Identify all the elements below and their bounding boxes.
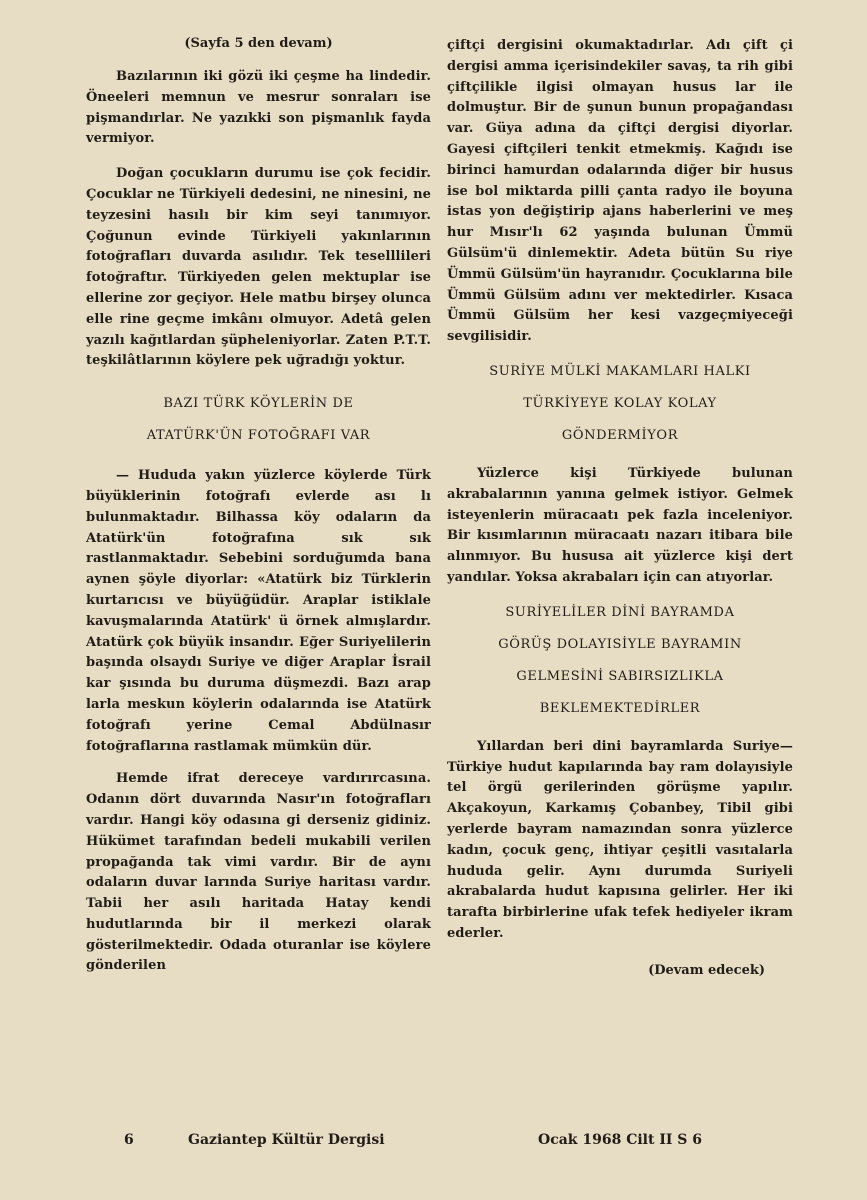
- heading-line: ATATÜRK'ÜN FOTOĞRAFI VAR: [146, 428, 371, 444]
- heading-line: SURİYE MÜLKİ MAKAMLARI HALKI: [489, 363, 751, 379]
- paragraph: çiftçi dergisini okumaktadırlar. Adı çift çi dergisi amma içerisindekiler savaş, ta rih gibi çiftçilikle ilgisi olmayan husus lar ile dolmuştur. Bir de şunun bunun propağandası var. Güya adına da çiftçi dergisi diyorlar. Gayesi çiftçileri tenkit etmekmiş. Kağıdı ise birinci hamurdan odalarında diğer bir husus ise bol miktarda pilli çanta radyo ile boyuna istas yon değiştirip ajans haberlerini ve meş hur Mısır'lı 62 yaşında bulunan Ümmü Gülsüm'ü dinlemektir. Adeta bütün Su riye Ümmü Gülsüm'ün hayranıdır. Çocuklarına bile Ümmü Gülsüm adını ver mektedirler. Kısaca Ümmü Gülsüm her kesi vazgeçmiyeceği sevgilisidir.: [447, 38, 793, 345]
- paragraph: Bazılarının iki gözü iki çeşme ha lindedir. Öneeleri memnun ve mesrur sonraları ise pişmandırlar. Ne yazıkki son pişmanlık fayda vermiyor.: [86, 69, 431, 147]
- paragraph: — Hududa yakın yüzlerce köylerde Türk büyüklerinin fotoğrafı evlerde ası lı bulunmaktadır. Bilhassa köy odaların da Atatürk'ün fotoğrafına sık sık rastlanmaktadır. Sebebini sorduğumda bana aynen şöyle diyorlar: «Atatürk biz Türklerin kurtarıcısı ve büyüğüdür. Araplar istiklale kavuşmalarında Atatürk' ü örnek almışlardır. Atatürk çok büyük insandır. Eğer Suriyelilerin başında olsaydı Suriye ve diğer Araplar İsrail kar şısında bu duruma düşmezdi. Bazı arap larla meskun köylerin odalarında ise Atatürk fotoğrafı yerine Cemal Abdülnasır fotoğraflarına rastlamak mümkün dür.: [86, 468, 431, 754]
- paragraph: Yıllardan beri dini bayramlarda Suriye—Türkiye hudut kapılarında bay ram dolayısiyle tel örgü gerilerinden görüşme yapılır. Akçakoyun, Karkamış Çobanbey, Tibil gibi yerlerde bayram namazından sonra yüzlerce kadın, çocuk genç, ihtiyar çeşitli vasıtalarla hududa gelir. Aynı durumda Suriyeli akrabalarda hudut kapısına gelirler. Her iki tarafta birbirlerine ufak tefek hediyeler ikram ederler.: [447, 738, 793, 941]
- section-heading: [447, 597, 793, 725]
- paragraph: Hemde ifrat dereceye vardırırcasına. Odanın dört duvarında Nasır'ın fotoğrafları vardır. Hangi köy odasına gi derseniz gidiniz. Hükümet tarafından bedeli mukabili verilen propağanda tak vimi vardır. Bir de aynı odaların duvar larında Suriye haritası vardır. Tabii her asılı haritada Hatay kendi hudutlarında bir il merkezi olarak gösterilmektedir. Odada oturanlar ise köylere gönderilen: [86, 771, 431, 974]
- right-column: [447, 36, 793, 978]
- heading-line: GÖNDERMİYOR: [561, 427, 679, 443]
- section-heading: [447, 356, 793, 452]
- heading-line: BEKLEMEKTEDİRLER: [539, 700, 701, 716]
- section-heading: [86, 388, 431, 452]
- paragraph: Doğan çocukların durumu ise çok fecidir. Çocuklar ne Türkiyeli dedesini, ne ninesini, ne teyzesini hasılı bir kim seyi tanımıyor. Çoğunun evinde Türkiyeli yakınlarının fotoğrafları duvarda asılıdır. Tek teselllileri fotoğraftır. Türkiyeden gelen mektuplar ise ellerine zor geçiyor. Hele matbu birşey olunca elle rine geçme imkânı olmuyor. Adetâ gelen yazılı kağıtlardan şüpheleniyorlar. Zaten P.T.T. teşkilâtlarının köylere pek uğradığı yoktur.: [86, 166, 431, 369]
- heading-line: BAZI TÜRK KÖYLERİN DE: [163, 396, 354, 412]
- page-number: 6: [124, 1132, 134, 1148]
- left-column: [86, 36, 431, 977]
- paragraph: Yüzlerce kişi Türkiyede bulunan akrabalarının yanına gelmek istiyor. Gelmek isteyenlerin müracaatı pek fazla inceleniyor. Bir kısımlarının müracaatı nazarı itibara bile alınmıyor. Bu hususa ait yüzlerce kişi dert yandılar. Yoksa akrabaları için can atıyorlar.: [447, 465, 793, 585]
- heading-line: GELMESİNİ SABIRSIZLIKLA: [516, 668, 724, 684]
- heading-line: SURİYELİLER DİNİ BAYRAMDA: [505, 604, 735, 620]
- heading-line: GÖRÜŞ DOLAYISİYLE BAYRAMIN: [498, 636, 742, 652]
- continued-next-note: (Devam edecek): [648, 962, 765, 978]
- issue-info: Ocak 1968 Cilt II S 6: [538, 1132, 703, 1148]
- heading-line: TÜRKİYEYE KOLAY KOLAY: [523, 395, 717, 411]
- continued-note: (Sayfa 5 den devam): [184, 36, 333, 51]
- journal-title: Gaziantep Kültür Dergisi: [188, 1132, 385, 1148]
